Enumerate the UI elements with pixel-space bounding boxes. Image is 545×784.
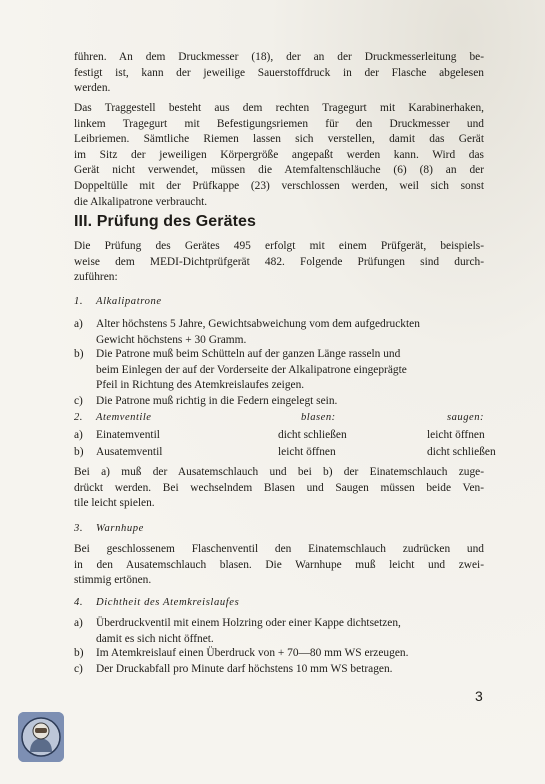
text-line: zuführen: <box>74 271 118 284</box>
paragraph-valves-note <box>74 465 484 512</box>
text-line: stimmig ertönen. <box>74 574 152 587</box>
text-line: Doppeltülle mit der Prüfkappe (23) verschlossen werden, weil sich sonst <box>74 179 484 192</box>
list-item-b1: b) Die Patrone muß beim Schütteln auf der ganzen Länge rasseln und beim Einlegen der auf der Vorderseite der Alkalipatrone eingeprägte Pfeil in Richtung des Atemkreislaufes zeigen. <box>74 348 407 392</box>
text-line: im Sitz der jeweiligen Körpergröße angepaßt werden kann. Wird das <box>74 148 484 161</box>
text-line: drückt werden. Bei wechselndem Blasen und Saugen müssen beide Ven- <box>74 481 484 494</box>
paragraph-carrying-frame <box>74 101 484 210</box>
section-heading: III. Prüfung des Gerätes <box>74 213 257 230</box>
page-number: 3 <box>475 688 483 704</box>
subsection-alkalipatrone: 1. Alkalipatrone <box>74 296 162 307</box>
list-item-c4: c) Der Druckabfall pro Minute darf höchstens 10 mm WS betragen. <box>74 663 393 675</box>
subsection-dichtheit: 4. Dichtheit des Atemkreislaufes <box>74 597 240 608</box>
text-line: Bei a) muß der Ausatemschlauch und bei b) der Einatemschlauch zuge- <box>74 466 484 478</box>
text-line: werden. <box>74 82 111 95</box>
subsection-warnhupe: 3. Warnhupe <box>74 523 144 534</box>
text-line: Gerät nicht verwendet, müssen die Atemfaltenschläuche (6) (8) an der <box>74 164 484 177</box>
valve-row-exhale: b) Ausatemventil leicht öffnen dicht schließen <box>74 446 496 458</box>
text-line: festigt ist, kann der jeweilige Sauerstoffdruck in der Flasche abgelesen <box>74 66 484 79</box>
subsection-atemventile: 2. Atemventile blasen: saugen: <box>74 412 485 423</box>
text-line: tile leicht spielen. <box>74 497 155 510</box>
text-line: Die Prüfung des Gerätes 495 erfolgt mit einem Prüfgerät, beispiels- <box>74 240 484 252</box>
text-line: die Alkalipatrone verbraucht. <box>74 195 208 208</box>
text-line: Bei geschlossenem Flaschenventil den Einatemschlauch zudrücken und <box>74 543 484 555</box>
text-line: linkem Tragegurt mit Befestigungsriemen für den Druckmesser und <box>74 117 484 130</box>
text-line: Leibriemen. Sämtliche Riemen lassen sich verstellen, damit das Gerät <box>74 133 484 146</box>
paragraph-pressure-gauge <box>74 50 484 97</box>
text-line: weise dem MEDI-Dichtprüfgerät 482. Folgende Prüfungen sind durch- <box>74 255 484 268</box>
paragraph-warnhupe <box>74 542 484 589</box>
text-line: in den Ausatemschlauch blasen. Die Warnhupe muß leicht und zwei- <box>74 558 484 571</box>
viewer-logo-icon <box>18 712 64 762</box>
paragraph-intro <box>74 239 484 286</box>
list-item-a4: a) Überdruckventil mit einem Holzring oder einer Kappe dichtsetzen, damit es sich nicht öffnet. <box>74 617 401 645</box>
list-item-c1: c) Die Patrone muß richtig in die Federn eingelegt sein. <box>74 395 338 407</box>
valve-row-inhale: a) Einatemventil dicht schließen leicht öffnen <box>74 429 485 441</box>
text-line: Das Traggestell besteht aus dem rechten Tragegurt mit Karabinerhaken, <box>74 102 484 114</box>
text-line: führen. An dem Druckmesser (18), der an der Druckmesserleitung be- <box>74 51 484 63</box>
list-item-a1: a) Alter höchstens 5 Jahre, Gewichtsabweichung vom dem aufgedruckten Gewicht höchstens + 30 Gramm. <box>74 318 420 346</box>
list-item-b4: b) Im Atemkreislauf einen Überdruck von + 70—80 mm WS erzeugen. <box>74 647 409 659</box>
